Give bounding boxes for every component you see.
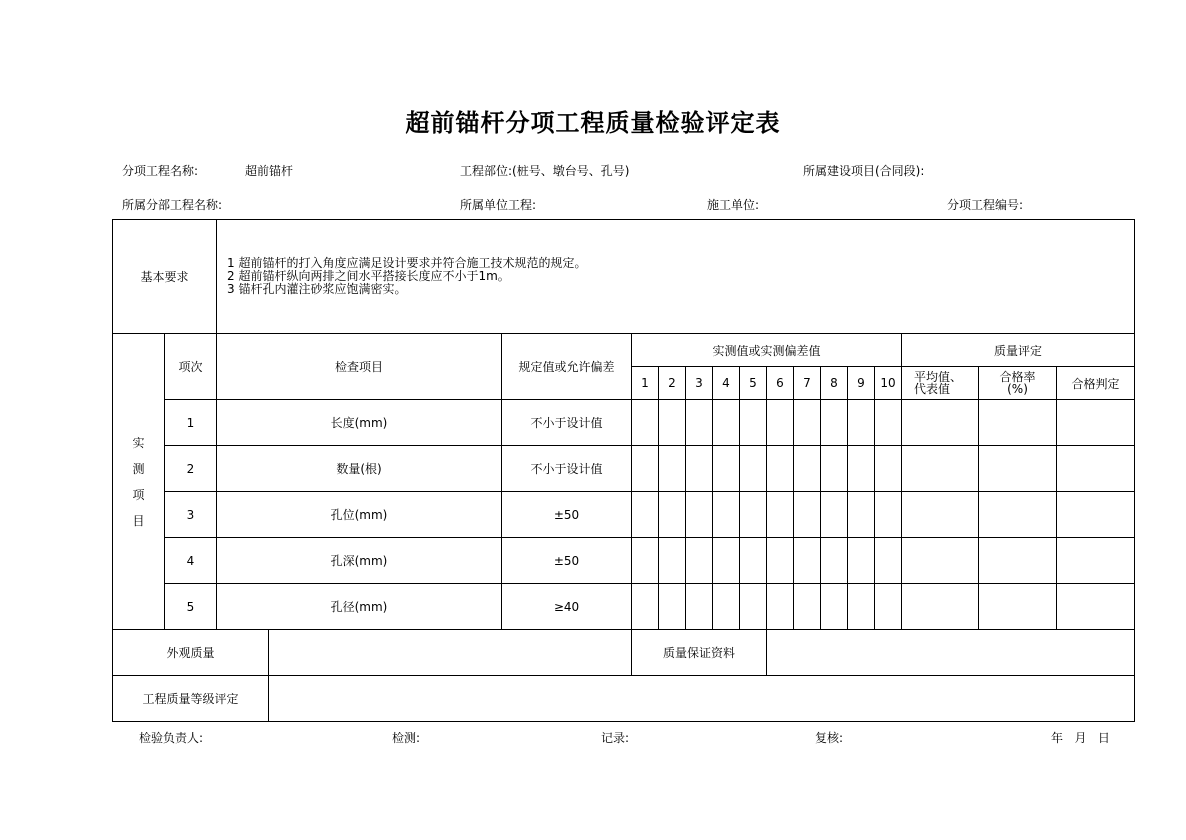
requirement-line: 3 锚杆孔内灌注砂浆应饱满密实。 [227,282,407,296]
row-spec: ±50 [502,492,632,538]
row-no: 2 [165,446,217,492]
row-item: 长度(mm) [217,400,502,446]
measure-num: 10 [875,367,902,400]
inspector-label: 检验负责人: [139,731,204,745]
project-label: 所属建设项目(合同段): [803,164,925,178]
reviewer-label: 复核: [815,731,844,745]
division-label: 所属分部工程名称: [122,198,223,212]
requirement-line: 1 超前锚杆的打入角度应满足设计要求并符合施工技术规范的规定。 [227,256,587,270]
item-no-label: 分项工程编号: [947,198,1024,212]
row-no: 4 [165,538,217,584]
measure-num: 9 [848,367,875,400]
unit-project-label: 所属单位工程: [460,198,537,212]
recorder-label: 记录: [601,731,630,745]
page-title: 超前锚杆分项工程质量检验评定表 [405,109,781,137]
basic-requirements-text [217,220,1135,334]
col-item-header: 检查项目 [217,334,502,400]
row-no: 5 [165,584,217,630]
col-quality-header: 质量评定 [902,334,1135,367]
grade-label: 工程质量等级评定 [113,676,269,722]
measure-num: 2 [659,367,686,400]
item-name-label: 分项工程名称: [122,164,199,178]
measure-num: 4 [713,367,740,400]
location-label: 工程部位:(桩号、墩台号、孔号) [460,164,630,178]
contractor-label: 施工单位: [707,198,760,212]
row-spec: 不小于设计值 [502,400,632,446]
date-label: 年 月 日 [1051,731,1110,745]
col-measured-header: 实测值或实测偏差值 [632,334,902,367]
grade-value [269,676,1135,722]
row-item: 孔位(mm) [217,492,502,538]
row-no: 1 [165,400,217,446]
measure-num: 1 [632,367,659,400]
col-pass-rate-header: 合格率 (%) [979,367,1057,400]
appearance-value [269,630,632,676]
row-no: 3 [165,492,217,538]
col-spec-header: 规定值或允许偏差 [502,334,632,400]
col-no-header: 项次 [165,334,217,400]
col-judgment-header: 合格判定 [1057,367,1135,400]
inspection-table [112,219,1135,722]
row-spec: ≥40 [502,584,632,630]
measure-num: 7 [794,367,821,400]
row-item: 孔径(mm) [217,584,502,630]
row-spec: ±50 [502,538,632,584]
measure-num: 8 [821,367,848,400]
requirement-line: 2 超前锚杆纵向两排之间水平搭接长度应不小于1m。 [227,269,510,283]
measured-items-label: 实 测 项 目 [113,334,165,630]
item-name-value: 超前锚杆 [245,164,294,178]
row-spec: 不小于设计值 [502,446,632,492]
col-avg-header: 平均值、 代表值 [902,367,979,400]
measure-num: 5 [740,367,767,400]
basic-requirements-label: 基本要求 [113,220,217,334]
tester-label: 检测: [392,731,421,745]
row-item: 数量(根) [217,446,502,492]
appearance-label: 外观质量 [113,630,269,676]
measure-num: 3 [686,367,713,400]
qa-docs-value [767,630,1135,676]
qa-docs-label: 质量保证资料 [632,630,767,676]
measure-num: 6 [767,367,794,400]
row-item: 孔深(mm) [217,538,502,584]
